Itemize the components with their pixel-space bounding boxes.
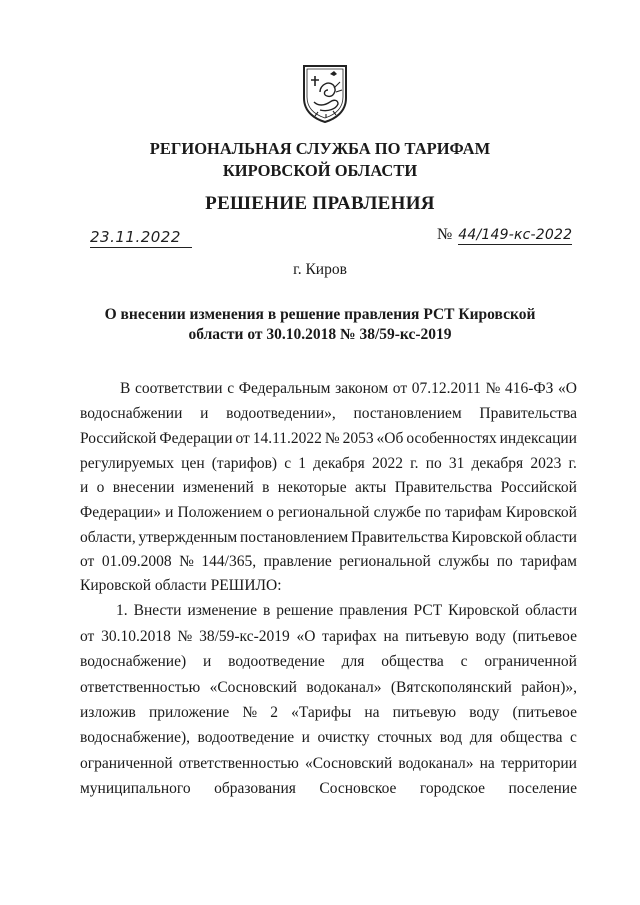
body-word: 31 <box>448 455 465 472</box>
body-word: на <box>383 628 399 645</box>
body-word: некоторые <box>277 479 347 496</box>
body-word: водоотведение <box>197 729 295 746</box>
body-line <box>80 779 577 799</box>
body-word: от <box>392 380 408 397</box>
body-word: «Об <box>376 430 404 447</box>
body-word: по <box>496 553 513 570</box>
body-word: «Сосновский <box>209 679 297 696</box>
body-word: территории <box>500 755 577 772</box>
body-word: очистку <box>317 729 370 746</box>
body-word: 38/59-кс-2019 <box>199 628 290 645</box>
body-word: Федерации» <box>80 504 161 521</box>
body-word: изложив <box>80 704 136 721</box>
coat-of-arms-icon <box>300 62 350 124</box>
body-word: в <box>262 602 271 619</box>
body-word: водоснабжение) <box>80 653 187 670</box>
org-name-line1: РЕГИОНАЛЬНАЯ СЛУЖБА ПО ТАРИФАМ <box>149 139 491 158</box>
body-word: 2 <box>270 704 278 721</box>
body-word: Российской <box>80 430 157 447</box>
body-word: Федерации <box>159 430 233 447</box>
body-word: питьевую <box>405 628 469 645</box>
body-word: водоотведении», <box>226 405 336 422</box>
body-word: с <box>570 729 577 746</box>
body-word: цен <box>181 455 205 472</box>
body-word: Кировской <box>451 529 523 546</box>
body-word: и <box>165 504 174 521</box>
body-word: Правительства <box>394 479 493 496</box>
decision-number-block <box>437 226 572 244</box>
body-word: общества <box>381 653 444 670</box>
body-word: 30.10.2018 <box>101 628 171 645</box>
body-word: на <box>479 755 495 772</box>
body-word: службы <box>438 553 490 570</box>
body-word: изменение <box>187 602 257 619</box>
body-word: «Сосновский <box>304 755 393 772</box>
body-word: региональной <box>339 553 431 570</box>
body-word: 1. <box>116 602 128 619</box>
body-word: (Вятскополянский <box>390 679 512 696</box>
city-name: г. Киров <box>293 261 347 278</box>
body-word: 07.12.2011 <box>411 380 481 397</box>
body-word: городское <box>419 780 486 797</box>
body-word: «О <box>558 380 577 397</box>
body-word: региональной <box>278 504 370 521</box>
body-word: 416-ФЗ <box>504 380 554 397</box>
body-word: № <box>485 380 501 397</box>
body-word: «О <box>296 628 316 645</box>
body-word: Кировской <box>505 504 577 521</box>
body-word: «Тарифы <box>291 704 352 721</box>
body-word: (питьевое <box>512 704 577 721</box>
body-word: РСТ <box>413 602 443 619</box>
body-word: с <box>284 455 292 472</box>
body-word: 01.09.2008 <box>101 553 172 570</box>
body-word: на <box>364 704 380 721</box>
body-word: декабря <box>313 455 365 472</box>
body-word: для <box>469 729 493 746</box>
body-word: соответствии <box>134 380 223 397</box>
body-word: 2053 <box>342 430 374 447</box>
body-word: по <box>425 504 442 521</box>
body-line <box>80 652 577 672</box>
body-word: постановлением <box>239 529 349 546</box>
body-word: от <box>235 430 250 447</box>
body-word: внесении <box>112 479 175 496</box>
body-word: правления <box>339 602 408 619</box>
body-line <box>80 404 577 424</box>
body-line: Кировской области РЕШИЛО: <box>80 577 282 594</box>
subject-line2: области от 30.10.2018 № 38/59-кс-2019 <box>188 326 452 343</box>
body-word: ограниченной <box>80 755 173 772</box>
body-word: особенностях <box>406 430 497 447</box>
body-line <box>80 601 577 621</box>
body-word: 2022 <box>371 455 403 472</box>
body-word: и <box>202 653 212 670</box>
body-word: постановлением <box>353 405 462 422</box>
body-word: (питьевое <box>512 628 577 645</box>
body-word: области <box>525 602 577 619</box>
body-word: решение <box>276 602 334 619</box>
body-line <box>80 627 577 647</box>
body-word: (тарифов) <box>211 455 278 472</box>
body-word: декабря <box>471 455 524 472</box>
body-word: области, <box>80 529 136 546</box>
body-word: воду <box>469 704 500 721</box>
body-word: о <box>96 479 105 496</box>
body-line <box>80 728 577 748</box>
body-word: район)», <box>521 679 577 696</box>
body-word: утвержденным <box>138 529 238 546</box>
body-word: водоканал» <box>398 755 474 772</box>
body-word: акты <box>354 479 387 496</box>
body-word: 14.11.2022 <box>252 430 322 447</box>
body-word: Федеральным <box>238 380 331 397</box>
body-word: 1 <box>298 455 306 472</box>
body-word: тарифам <box>520 553 577 570</box>
body-word: приложение <box>148 704 230 721</box>
body-word: Правительства <box>350 529 449 546</box>
number-symbol: № <box>437 226 453 243</box>
body-word: с <box>460 653 468 670</box>
body-line <box>80 454 577 474</box>
body-word: сточных <box>377 729 433 746</box>
body-word: водоснабжении <box>80 405 183 422</box>
body-word: № <box>179 553 194 570</box>
body-line <box>80 754 577 774</box>
body-line <box>80 552 577 572</box>
body-word: Кировской <box>448 602 520 619</box>
body-word: по <box>425 455 442 472</box>
body-word: от <box>80 553 95 570</box>
body-line <box>80 379 577 399</box>
body-word: Правительства <box>479 405 577 422</box>
body-word: и <box>80 479 89 496</box>
body-word: Российской <box>500 479 577 496</box>
body-word: о <box>266 504 274 521</box>
body-word: ограниченной <box>484 653 577 670</box>
body-word: правление <box>263 553 332 570</box>
body-word: ответственностью <box>178 755 299 772</box>
body-word: образования <box>214 780 296 797</box>
body-word: поселение <box>508 780 577 797</box>
org-name-line2: КИРОВСКОЙ ОБЛАСТИ <box>222 161 418 180</box>
body-word: законом <box>335 380 389 397</box>
body-line <box>80 528 577 548</box>
body-word: вод <box>439 729 463 746</box>
body-word: В <box>120 380 131 397</box>
body-word: для <box>341 653 365 670</box>
body-word: от <box>80 628 95 645</box>
body-word: 144/365, <box>201 553 257 570</box>
body-line <box>80 429 577 449</box>
body-word: 2023 <box>530 455 562 472</box>
body-word: Положением <box>177 504 263 521</box>
body-word: службе <box>373 504 421 521</box>
body-line <box>80 503 577 523</box>
body-word: водоснабжение), <box>80 729 190 746</box>
body-word: г. <box>568 455 577 472</box>
body-line <box>80 678 577 698</box>
subject-line1: О внесении изменения в решение правления РСТ Кировской <box>104 306 536 323</box>
body-word: с <box>227 380 235 397</box>
body-line <box>80 703 577 723</box>
body-word: регулируемых <box>80 455 175 472</box>
body-word: № <box>324 430 340 447</box>
body-word: и <box>200 405 209 422</box>
body-word: в <box>262 479 270 496</box>
body-word: муниципального <box>80 780 191 797</box>
body-word: воду <box>475 628 506 645</box>
body-line <box>80 478 577 498</box>
decision-number: 44/149-кс-2022 <box>458 227 573 243</box>
document-type-title: РЕШЕНИЕ ПРАВЛЕНИЯ <box>205 193 435 214</box>
body-word: № <box>242 704 258 721</box>
body-word: водоотведение <box>228 653 325 670</box>
body-word: общества <box>500 729 563 746</box>
body-word: тарифах <box>322 628 377 645</box>
body-word: тарифам <box>445 504 502 521</box>
body-word: Внести <box>133 602 182 619</box>
body-word: водоканал» <box>306 679 382 696</box>
decision-date: 23.11.2022 <box>90 228 192 248</box>
body-word: изменений <box>182 479 254 496</box>
body-word: № <box>177 628 193 645</box>
body-word: г. <box>410 455 419 472</box>
body-word: и <box>301 729 310 746</box>
body-word: индексации <box>499 430 577 447</box>
body-word: питьевую <box>392 704 457 721</box>
body-word: ответственностью <box>80 679 201 696</box>
body-word: области <box>525 529 577 546</box>
body-word: Сосновское <box>319 780 397 797</box>
